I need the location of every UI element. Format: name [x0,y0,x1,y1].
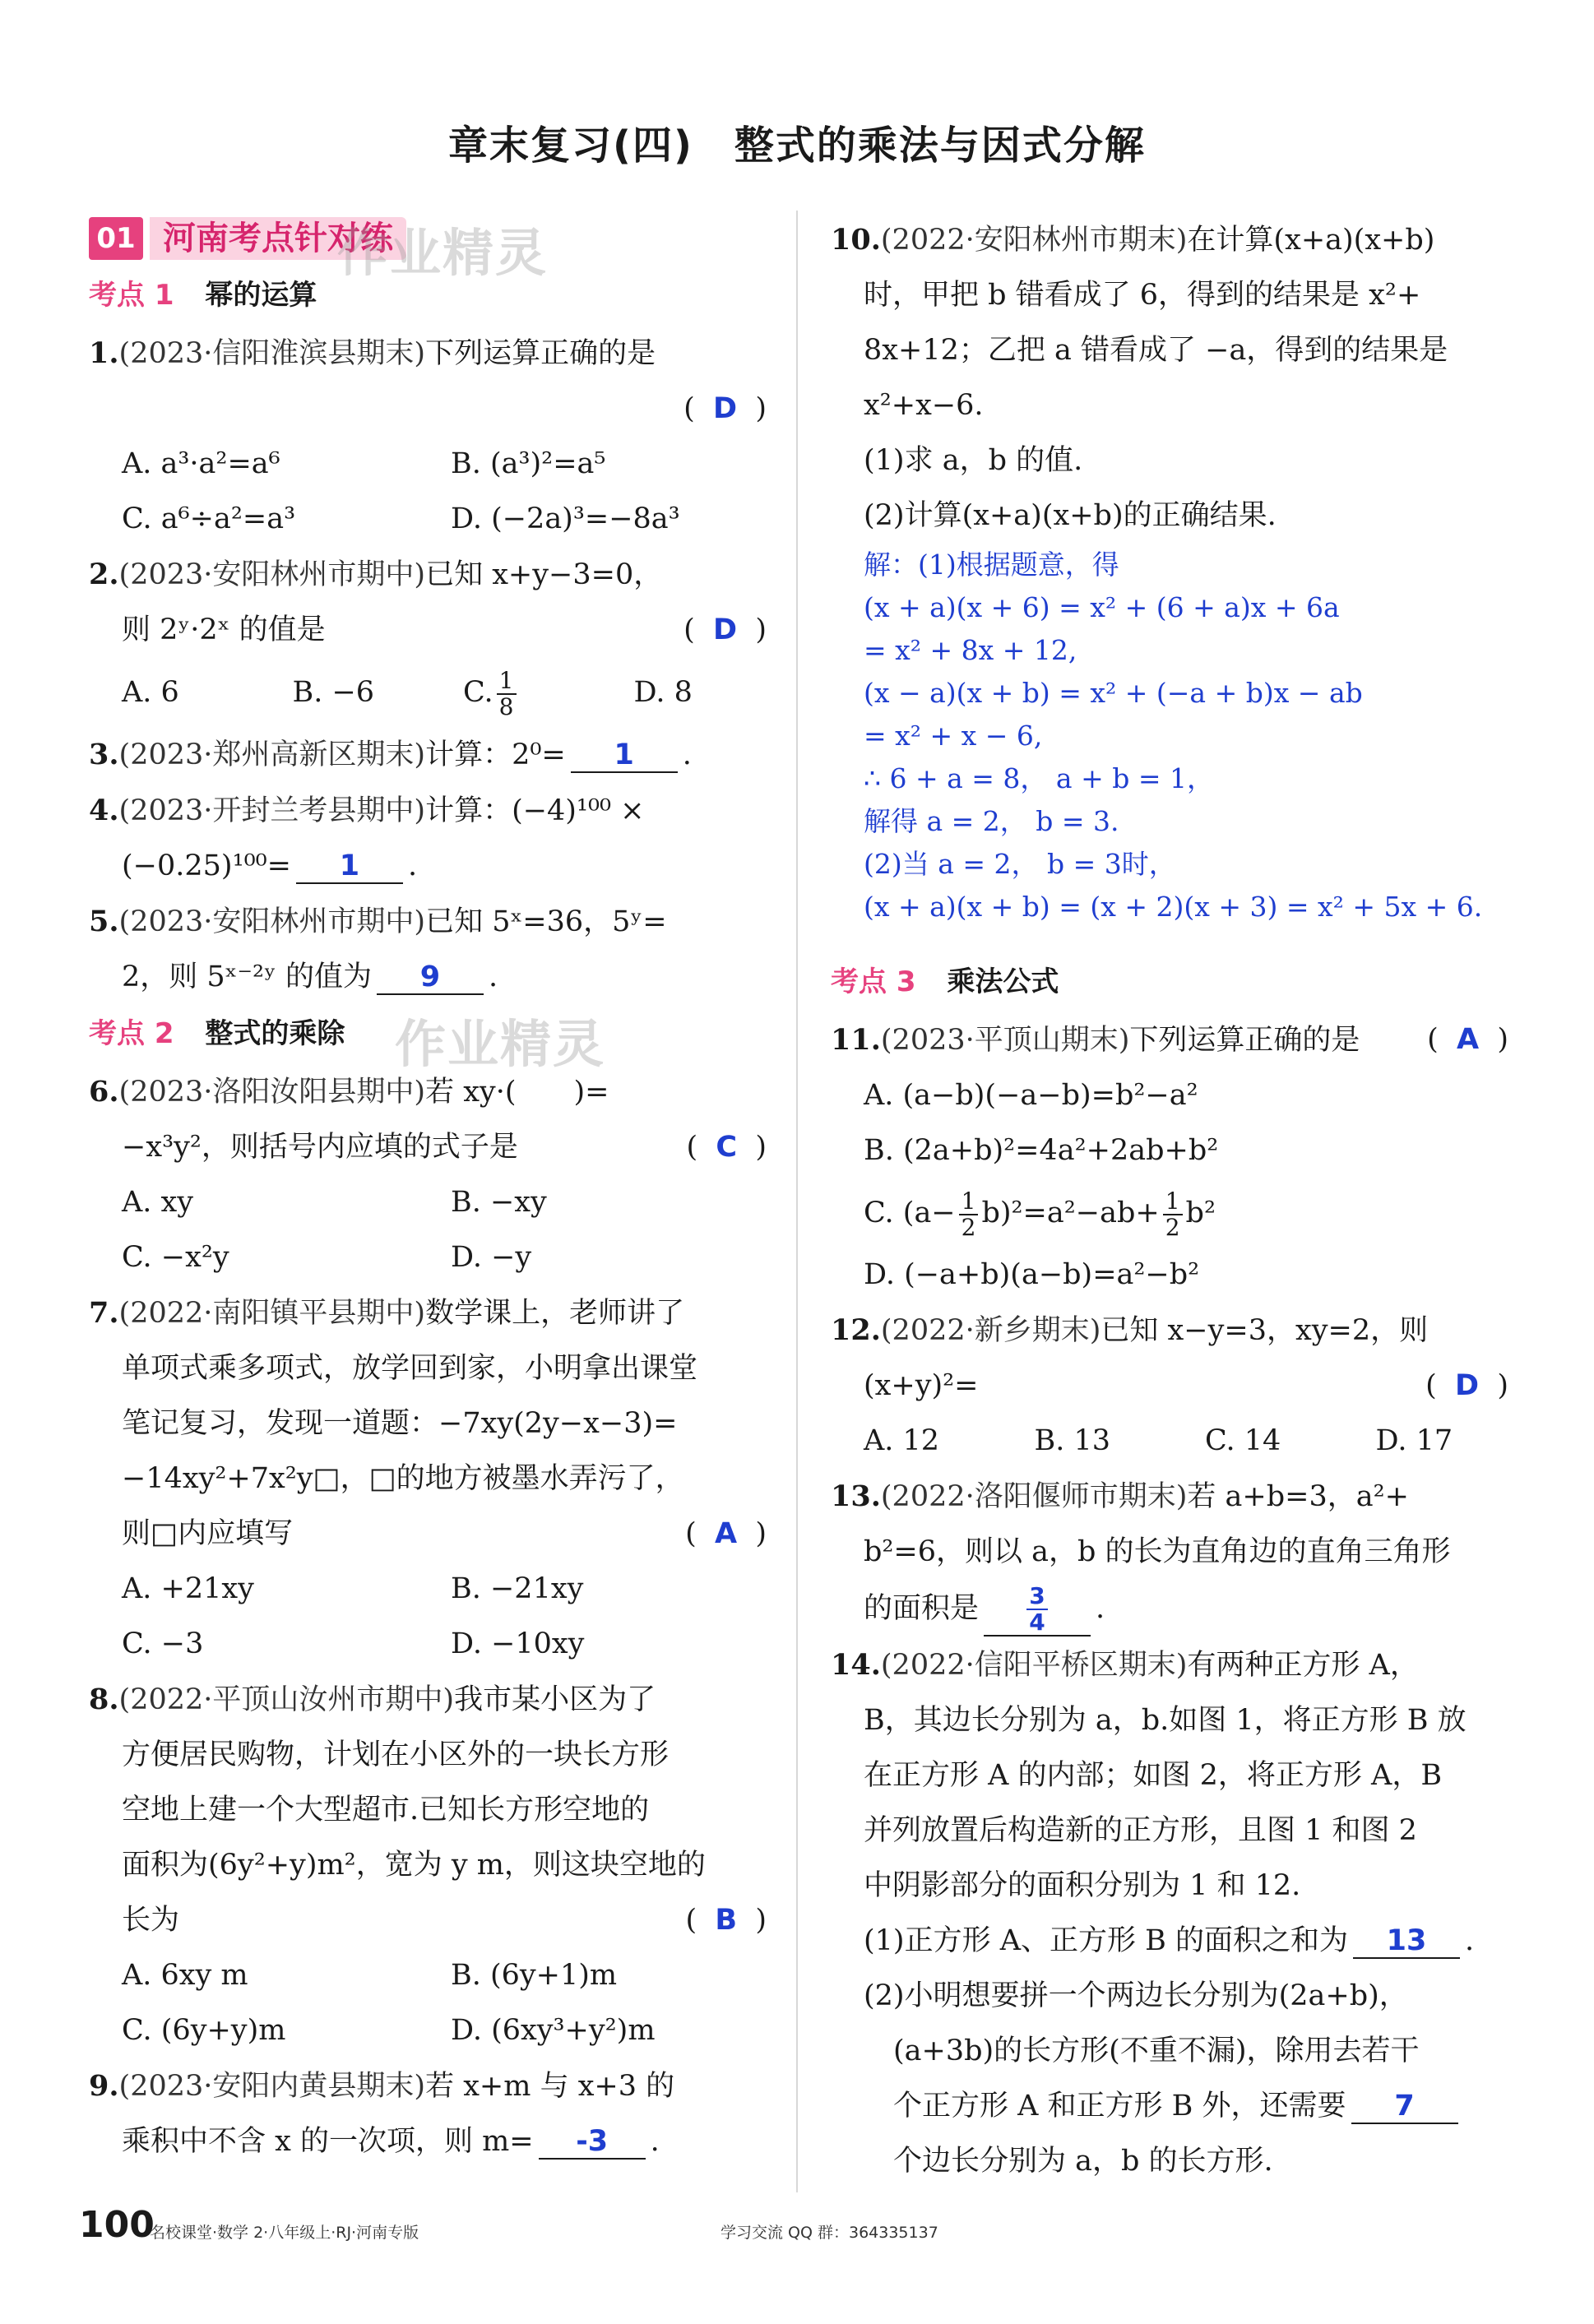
q14-num: 14. [831,1648,881,1682]
q13-answer-fraction [1026,1584,1047,1635]
q2-option-a: A. 6 [122,676,179,709]
q6-options-row1 [89,1175,772,1230]
q2-source: (2023·安阳林州市期中) [118,558,426,591]
q2-text2: 则 2ʸ·2ˣ 的值是 [122,613,326,646]
q4-answer: 1 [296,850,403,884]
q8-line5-text: 长为 [122,1904,180,1937]
q12-num: 12. [831,1313,881,1347]
q12-option-b: B. 13 [1034,1424,1111,1457]
q13-line3 [831,1580,1513,1637]
q1-answer: D [713,392,738,425]
q8-option-d: D. (6xy³+y²)m [451,2014,656,2047]
question-8 [89,1672,772,1728]
q8-num: 8. [89,1683,119,1716]
q9-text2: 乘积中不含 x 的一次项，则 m= [122,2125,534,2158]
q1-option-d: D. (−2a)³=−8a³ [451,502,680,535]
kp1-name: 幂的运算 [205,279,317,312]
q7-source: (2022·南阳镇平县期中) [118,1297,426,1330]
section-number: 01 [89,217,143,260]
question-13 [831,1469,1513,1525]
q4-line2 [89,839,772,894]
q7-line5 [89,1507,772,1562]
q14-part2-line2: (a+3b)的长方形(不重不漏)，除用去若干 [893,2035,1420,2067]
q9-source: (2023·安阳内黄县期末) [118,2070,426,2103]
q11-bracket: ( A ) [1427,1023,1508,1056]
q6-source: (2023·洛阳汝阳县期中) [118,1076,426,1109]
kp1-label: 考点 1 [89,279,174,312]
kp3-label: 考点 3 [831,965,916,998]
q8-option-b: B. (6y+1)m [451,1959,618,1992]
q11-option-a: A. (a−b)(−a−b)=b²−a² [864,1079,1198,1112]
q11-option-c-tail: b² [1185,1197,1216,1229]
q4-text1: 计算：(−4)¹⁰⁰ × [425,794,645,827]
q1-options-row1 [89,437,772,492]
q10-line3: 8x+12；乙把 a 错看成了 −a，得到的结果是 [864,334,1448,367]
q7-answer: A [715,1517,738,1550]
q10-num: 10. [831,223,881,257]
q12-answer: D [1455,1369,1480,1402]
q9-end: . [650,2125,660,2158]
q10-source: (2022·安阳林州市期末) [880,224,1188,257]
q11-frac2-den: 2 [1165,1213,1180,1241]
q14-line1: 有两种正方形 A， [1187,1649,1419,1682]
q8-options-row1 [89,1948,772,2003]
q7-bracket: ( A ) [685,1517,767,1550]
q5-text2: 2，则 5ˣ⁻²ʸ 的值为 [122,961,372,993]
q13-text3: 的面积是 [864,1592,980,1625]
q7-line3: 笔记复习，发现一道题：−7xy(2y−x−3)= [122,1407,678,1440]
q2-num: 2. [89,558,119,591]
q7-options-row1 [89,1562,772,1617]
q4-text2: (−0.25)¹⁰⁰= [122,850,291,882]
q6-option-a: A. xy [122,1186,194,1219]
q7-option-d: D. −10xy [451,1627,585,1660]
q14-part2-line3-text: 个正方形 A 和正方形 B 外，还需要 [893,2090,1346,2123]
q2-frac-num: 1 [497,669,517,695]
q8-source: (2022·平顶山汝州市期中) [118,1683,455,1716]
q10-sol-line8: (2)当 a = 2， b = 3时， [864,848,1176,880]
q11-frac1-den: 2 [961,1213,976,1241]
q10-sol-line9: (x + a)(x + b) = (x + 2)(x + 3) = x² + 5x + 6. [864,891,1483,923]
q11-option-c [831,1178,1513,1248]
q12-option-a: A. 12 [864,1424,940,1457]
q12-option-c: C. 14 [1205,1424,1281,1457]
q10-line1: 在计算(x+a)(x+b) [1187,224,1435,257]
question-10 [831,212,1513,268]
q9-num: 9. [89,2069,119,2103]
q2-option-b: B. −6 [292,676,375,709]
page-title: 章末复习(四) 整式的乘法与因式分解 [448,123,1146,169]
kp3-heading [831,961,1513,1002]
q8-line5 [89,1893,772,1948]
q1-bracket: ( D ) [683,392,767,425]
question-14 [831,1637,1513,1693]
kp2-name: 整式的乘除 [205,1017,345,1050]
q7-line1: 数学课上，老师讲了 [425,1297,685,1330]
q6-answer: C [716,1131,738,1164]
q14-part2-line3 [831,2079,1513,2134]
kp3-name: 乘法公式 [947,965,1059,998]
q7-options-row2 [89,1617,772,1672]
q14-line2: B，其边长分别为 a，b.如图 1，将正方形 B 放 [864,1704,1467,1737]
q3-answer: 1 [571,738,678,773]
q14-source: (2022·信阳平桥区期末) [880,1649,1188,1682]
question-12 [831,1303,1513,1359]
q6-option-c: C. −x²y [122,1241,229,1274]
q14-line3: 在正方形 A 的内部；如图 2，将正方形 A，B [864,1759,1443,1792]
q8-line3: 空地上建一个大型超市.已知长方形空地的 [122,1794,650,1826]
question-1 [89,326,772,382]
page-footer [79,2204,1527,2253]
q14-part1-answer: 13 [1353,1924,1460,1959]
q10-solution [831,544,1513,928]
watermark-2: 作业精灵 [395,1014,606,1074]
q10-sol-line6: ∴ 6 + a = 8， a + b = 1， [864,762,1214,794]
q3-text: 计算：2⁰= [425,738,566,771]
q8-option-a: A. 6xy m [122,1959,248,1992]
q2-bracket: ( D ) [683,613,767,646]
q7-option-b: B. −21xy [451,1572,584,1605]
q5-line2 [89,950,772,1005]
q2-frac-den: 8 [498,692,514,720]
q13-line2: b²=6，则以 a，b 的长为直角边的直角三角形 [864,1535,1451,1568]
q6-options-row2 [89,1230,772,1285]
q11-frac1 [959,1189,979,1240]
q2-text1: 已知 x+y−3=0， [425,558,663,591]
q14-part1-text: (1)正方形 A、正方形 B 的面积之和为 [864,1924,1348,1957]
q8-line4: 面积为(6y²+y)m²，宽为 y m，则这块空地的 [122,1849,706,1882]
q10-sol-line5: = x² + x − 6, [864,720,1043,752]
q1-options-row2 [89,492,772,547]
q9-line2 [89,2114,772,2169]
q2-option-c-label: C. [463,676,493,709]
q1-answer-row [89,382,772,437]
question-2 [89,547,772,603]
q8-bracket: ( B ) [685,1904,767,1937]
q8-answer: B [715,1904,738,1937]
q1-option-c: C. a⁶÷a²=a³ [122,502,296,535]
q2-line2 [89,603,772,658]
q13-ans-den: 4 [1029,1609,1045,1636]
q12-text2: (x+y)²= [864,1369,979,1402]
q9-text1: 若 x+m 与 x+3 的 [425,2070,675,2103]
q10-sol-line1: 解：(1)根据题意，得 [864,549,1119,581]
q10-line2: 时，甲把 b 错看成了 6，得到的结果是 x²+ [864,279,1421,312]
q7-line2: 单项式乘多项式，放学回到家，小明拿出课堂 [122,1352,698,1385]
q8-options-row2 [89,2003,772,2058]
question-4 [89,783,772,839]
q11-option-d: D. (−a+b)(a−b)=a²−b² [864,1258,1200,1291]
q10-line4: x²+x−6. [864,389,984,422]
q14-part2-answer: 7 [1351,2090,1458,2124]
q5-end: . [488,961,498,993]
q10-sol-line3: = x² + 8x + 12, [864,634,1077,666]
q4-num: 4. [89,794,119,827]
q11-text: 下列运算正确的是 [1129,1024,1360,1057]
q11-answer: A [1457,1023,1480,1056]
q5-text1: 已知 5ˣ=36，5ʸ= [425,905,667,938]
page-number: 100 [79,2204,155,2246]
q8-line2: 方便居民购物，计划在小区外的一块长方形 [122,1738,670,1771]
q11-option-b: B. (2a+b)²=4a²+2ab+b² [864,1134,1219,1167]
question-9 [89,2058,772,2114]
q7-line5-text: 则□内应填写 [122,1517,294,1550]
q2-options [89,658,772,727]
footer-qq-group: 学习交流 QQ 群：364335137 [721,2224,938,2242]
q1-source: (2023·信阳淮滨县期末) [118,337,426,370]
right-column [831,212,1513,2189]
watermark-1: 作业精灵 [337,223,549,283]
q6-num: 6. [89,1075,119,1109]
q5-answer: 9 [377,961,484,995]
q14-part1: (1)正方形 A、正方形 B 的面积之和为 13 . [864,1924,1475,1957]
q11-frac2 [1163,1189,1183,1240]
question-5 [89,894,772,950]
q5-num: 5. [89,905,119,938]
q1-option-a: A. a³·a²=a⁶ [122,447,280,480]
q4-source: (2023·开封兰考县期中) [118,794,426,827]
q13-num: 13. [831,1479,881,1513]
q10-part2: (2)计算(x+a)(x+b)的正确结果. [864,499,1277,532]
question-11 [831,1012,1513,1068]
q13-answer [984,1584,1091,1637]
q7-num: 7. [89,1296,119,1330]
q3-num: 3. [89,738,119,771]
q14-line4: 并列放置后构造新的正方形，且图 1 和图 2 [864,1814,1417,1847]
left-column [89,212,772,2169]
question-3 [89,727,772,783]
q11-num: 11. [831,1023,881,1057]
q10-sol-line7: 解得 a = 2， b = 3. [864,805,1119,837]
column-divider [796,211,798,2192]
q11-frac2-num: 1 [1163,1189,1183,1215]
question-7 [89,1285,772,1341]
q2-option-c [430,658,601,727]
q13-text1: 若 a+b=3，a²+ [1187,1480,1409,1513]
q12-bracket: ( D ) [1425,1369,1508,1402]
q8-option-c: C. (6y+y)m [122,2014,286,2047]
q12-text1: 已知 x−y=3，xy=2，则 [1101,1314,1429,1347]
q14-part2-line4: 个边长分别为 a，b 的长方形. [893,2145,1273,2178]
q12-option-d: D. 17 [1375,1424,1453,1457]
q6-bracket: ( C ) [686,1131,767,1164]
q11-option-c-mid: b)²=a²−ab+ [981,1197,1160,1229]
q12-line2 [831,1359,1513,1414]
q11-source: (2023·平顶山期末) [880,1024,1130,1057]
q5-source: (2023·安阳林州市期中) [118,905,426,938]
q6-text1: 若 xy·( )= [425,1076,609,1109]
q7-option-c: C. −3 [122,1627,204,1660]
q6-option-b: B. −xy [451,1186,547,1219]
q8-line1: 我市某小区为了 [454,1683,656,1716]
q10-sol-line2: (x + a)(x + 6) = x² + (6 + a)x + 6a [864,591,1340,623]
q11-frac1-num: 1 [959,1189,979,1215]
q1-option-b: B. (a³)²=a⁵ [451,447,606,480]
q2-option-d: D. 8 [633,676,693,709]
q6-line2 [89,1120,772,1175]
q2-option-c-fraction [497,666,517,720]
q7-option-a: A. +21xy [122,1572,254,1605]
footer-book-info: 名校课堂·数学 2·八年级上·RJ·河南专版 [150,2224,419,2242]
q9-answer: -3 [539,2125,646,2160]
q14-part2-line1: (2)小明想要拼一个两边长分别为(2a+b)， [864,1979,1408,2012]
q13-end: . [1096,1592,1105,1625]
q1-text: 下列运算正确的是 [425,337,656,370]
kp2-label: 考点 2 [89,1017,174,1050]
q12-source: (2022·新乡期末) [880,1314,1101,1347]
section-title: 河南考点针对练 [150,217,406,260]
q6-text2: −x³y²，则括号内应填的式子是 [122,1131,518,1164]
q10-part1: (1)求 a，b 的值. [864,444,1083,477]
q1-num: 1. [89,336,119,370]
q12-options [831,1414,1513,1469]
q4-end: . [407,850,418,882]
q6-option-d: D. −y [451,1241,532,1274]
q13-source: (2022·洛阳偃师市期末) [880,1480,1188,1513]
q3-end: . [682,738,692,771]
q7-line4: −14xy²+7x²y□，□的地方被墨水弄污了， [122,1462,684,1495]
q13-ans-num: 3 [1026,1584,1047,1610]
q3-source: (2023·郑州高新区期末) [118,738,426,771]
q14-line5: 中阴影部分的面积分别为 1 和 12. [864,1869,1301,1902]
q2-answer: D [713,613,738,646]
q11-option-c-head: C. (a− [864,1197,956,1229]
q10-sol-line4: (x − a)(x + b) = x² + (−a + b)x − ab [864,677,1363,709]
